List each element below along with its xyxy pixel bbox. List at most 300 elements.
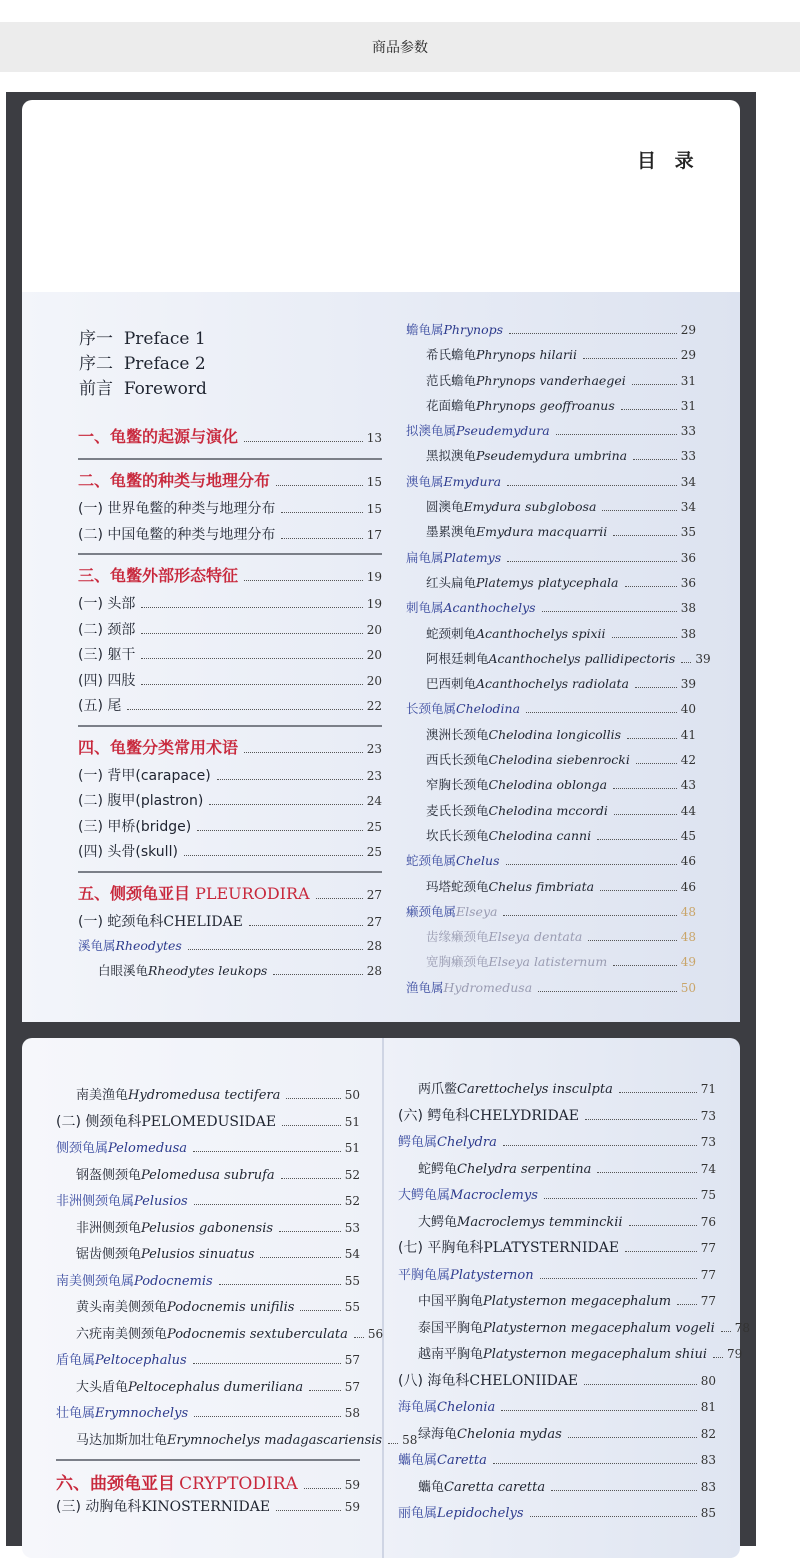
chapter-title: 二、龟鳖的种类与地理分布 <box>78 471 271 490</box>
species-entry <box>406 826 696 851</box>
genus-entry <box>406 598 696 623</box>
entry-chinese-name: 钢盔侧颈龟 <box>76 1167 142 1183</box>
page-number: 78 <box>734 1320 751 1335</box>
page-number: 15 <box>366 475 382 489</box>
page-number: 25 <box>366 845 382 859</box>
genus-entry <box>406 320 696 345</box>
entry-label: (一) 背甲(carapace) <box>78 767 211 784</box>
entry-latin-name: Hydromedusa <box>443 979 533 995</box>
entry-latin-name: Rheodytes leukops <box>148 963 268 979</box>
entry-latin-name: Chelodina longicollis <box>488 726 622 742</box>
page-number: 80 <box>700 1373 716 1388</box>
entry-chinese-name: 巴西刺龟 <box>426 676 477 692</box>
entry-chinese-name: 坎氏长颈龟 <box>426 827 489 843</box>
species-entry <box>406 624 696 649</box>
toc-entry <box>78 790 382 816</box>
entry-chinese-name: 长颈龟属 <box>406 701 457 717</box>
species-entry <box>406 371 696 396</box>
toc-entry <box>78 670 382 696</box>
chapter-title-en: PLEURODIRA <box>195 883 310 903</box>
page-number: 39 <box>695 651 711 666</box>
species-entry <box>398 1476 716 1503</box>
entry-chinese-name: 墨累澳龟 <box>426 524 477 540</box>
page-number: 73 <box>700 1135 716 1149</box>
product-params-header <box>0 22 800 72</box>
family-entry <box>398 1237 716 1264</box>
page-number: 28 <box>366 964 382 979</box>
entry-chinese-name: 中国平胸龟 <box>418 1294 484 1309</box>
species-entry <box>398 1343 743 1370</box>
entry-chinese-name: 平胸龟属 <box>398 1267 451 1283</box>
entry-chinese-name: 希氏蟾龟 <box>426 347 477 363</box>
front-en: Preface 1 <box>123 329 206 349</box>
entry-chinese-name: 海龟属 <box>398 1400 438 1415</box>
chapter-5 <box>78 875 382 911</box>
entry-latin-name: Chelus fimbriata <box>488 878 595 894</box>
page-number: 52 <box>344 1194 360 1208</box>
page-number: 19 <box>366 570 382 584</box>
page-number: 75 <box>700 1188 716 1202</box>
species-entry <box>398 1158 716 1185</box>
entry-chinese-name: 南美侧颈龟属 <box>56 1273 135 1289</box>
species-entry <box>56 1084 360 1111</box>
genus-entry <box>398 1184 716 1211</box>
species-entry <box>56 1376 360 1403</box>
species-entry <box>406 522 696 547</box>
entry-latin-name: Pelusios sinuatus <box>141 1247 255 1262</box>
entry-latin-name: PLATYSTERNIDAE <box>483 1240 620 1256</box>
species-entry <box>56 1217 360 1244</box>
entry-chinese-name: 六疣南美侧颈龟 <box>76 1326 168 1342</box>
entry-latin-name: Emydura subglobosa <box>463 499 597 515</box>
genus-entry <box>56 1270 360 1297</box>
species-entry <box>398 1078 716 1105</box>
entry-label: (二) 腹甲(plastron) <box>78 793 204 809</box>
page-number: 36 <box>680 550 696 565</box>
page-gutter <box>382 1038 384 1558</box>
entry-label: (五) 尾 <box>78 698 122 714</box>
species-entry <box>406 927 696 952</box>
page-number: 50 <box>680 980 696 995</box>
entry-chinese-name: 越南平胸龟 <box>418 1347 484 1362</box>
toc-entry <box>78 524 382 550</box>
chapter-title: 六、曲颈龟亚目 <box>56 1474 175 1494</box>
entry-latin-name: Phrynops hilarii <box>476 347 577 363</box>
page-number: 23 <box>366 741 382 756</box>
page-number: 56 <box>367 1326 384 1341</box>
page-number: 53 <box>344 1220 360 1235</box>
entry-latin-name: Platemys <box>443 549 502 565</box>
page-number: 22 <box>366 699 382 713</box>
entry-chinese-name: 蛇颈龟属 <box>406 853 457 869</box>
entry-chinese-name: (八) 海龟科 <box>398 1372 470 1389</box>
species-entry <box>406 497 696 522</box>
entry-latin-name: Platysternon megacephalum vogeli <box>483 1320 715 1336</box>
species-entry <box>406 446 696 471</box>
page-number: 20 <box>366 622 382 637</box>
entry-latin-name: CHELIDAE <box>163 913 243 930</box>
entry-chinese-name: 窄胸长颈龟 <box>426 777 489 793</box>
page-number: 29 <box>680 348 696 363</box>
entry-latin-name: Pelusios <box>134 1194 188 1209</box>
genus-entry <box>406 548 696 573</box>
header-title: 商品参数 <box>372 40 428 56</box>
front-zh: 序二 <box>79 354 113 374</box>
page-number: 25 <box>366 819 382 834</box>
page-number: 77 <box>700 1267 716 1282</box>
chapter-title: 一、龟鳖的起源与演化 <box>78 427 239 446</box>
entry-label: (三) 甲桥(bridge) <box>78 818 192 835</box>
entry-latin-name: Caretta <box>437 1453 487 1468</box>
page-number: 52 <box>344 1167 360 1182</box>
genus-entry <box>398 1396 716 1423</box>
species-entry <box>398 1211 716 1238</box>
genus-entry <box>406 851 696 876</box>
entry-latin-name: Chelodina oblonga <box>488 777 608 793</box>
entry-chinese-name: 大鳄龟 <box>418 1214 458 1230</box>
page-number: 20 <box>366 673 382 688</box>
entry-latin-name: Chelus <box>456 853 500 869</box>
genus-entry <box>406 472 696 497</box>
species-entry <box>56 1243 360 1270</box>
species-entry <box>406 750 696 775</box>
entry-chinese-name: 非洲侧颈龟属 <box>56 1194 135 1209</box>
entry-label: (一) 头部 <box>78 596 136 612</box>
page-number: 59 <box>344 1478 360 1492</box>
entry-latin-name: Pelomedusa <box>108 1141 187 1156</box>
page-number: 34 <box>680 474 696 489</box>
entry-chinese-name: 丽龟属 <box>398 1506 438 1521</box>
chapter-title: 五、侧颈龟亚目 <box>78 883 191 903</box>
page-number: 44 <box>680 803 696 818</box>
entry-latin-name: Chelonia <box>437 1400 496 1415</box>
page-number: 79 <box>726 1347 743 1361</box>
genus-entry <box>398 1264 716 1291</box>
front-en: Foreword <box>123 379 207 399</box>
entry-latin-name: Emydura <box>443 473 502 489</box>
entry-latin-name: Pseudemydura umbrina <box>476 448 628 464</box>
page-number: 55 <box>344 1273 360 1288</box>
entry-chinese-name: 蟾龟属 <box>406 322 444 337</box>
entry-latin-name: Caretta caretta <box>444 1479 546 1495</box>
page-number: 71 <box>700 1082 716 1096</box>
entry-latin-name: Rheodytes <box>115 938 182 953</box>
entry-chinese-name: 麦氏长颈龟 <box>426 802 489 818</box>
species-entry <box>406 775 696 800</box>
entry-chinese-name: 蠵龟属 <box>398 1453 438 1468</box>
page-number: 76 <box>700 1214 716 1229</box>
chapter-title: 四、龟鳖分类常用术语 <box>78 737 239 757</box>
toc-page-1 <box>22 100 740 1022</box>
species-entry <box>398 1423 716 1450</box>
entry-latin-name: Acanthochelys pallidipectoris <box>488 650 676 666</box>
entry-chinese-name: 鳄龟属 <box>398 1135 438 1150</box>
entry-latin-name: Chelodina canni <box>488 827 592 843</box>
entry-chinese-name: 蛇颈刺龟 <box>426 625 477 641</box>
entry-chinese-name: 阿根廷刺龟 <box>426 650 489 666</box>
genus-entry <box>56 1349 360 1376</box>
entry-latin-name: Macroclemys temminckii <box>457 1214 623 1230</box>
page-number: 15 <box>366 502 382 516</box>
divider-rule <box>78 725 382 727</box>
front-zh: 序一 <box>79 329 113 349</box>
entry-chinese-name: 非洲侧颈龟 <box>76 1220 142 1236</box>
chapter-4 <box>78 729 382 765</box>
genus-entry <box>56 1402 360 1429</box>
species-entry <box>406 801 696 826</box>
page-number: 19 <box>366 597 382 611</box>
species-entry <box>406 396 696 421</box>
genus-entry <box>56 1137 360 1164</box>
page-number: 54 <box>344 1247 360 1261</box>
entry-latin-name: Chelydra serpentina <box>457 1161 592 1177</box>
page-number: 41 <box>680 727 696 742</box>
genus-entry <box>398 1449 716 1476</box>
entry-latin-name: Macroclemys <box>450 1188 538 1203</box>
page-number: 27 <box>366 887 382 902</box>
page-number: 42 <box>680 753 696 768</box>
entry-label: (二) 颈部 <box>78 621 136 638</box>
entry-latin-name: Peltocephalus <box>95 1353 187 1368</box>
page-number: 36 <box>680 575 696 590</box>
species-entry <box>406 345 696 370</box>
entry-latin-name: Erymnochelys madagascariensis <box>167 1432 383 1448</box>
page-number: 57 <box>344 1379 360 1394</box>
entry-latin-name: Podocnemis sextuberculata <box>167 1326 348 1342</box>
page-number: 38 <box>680 601 696 616</box>
entry-latin-name: Acanthochelys <box>443 600 536 616</box>
page-number: 45 <box>680 828 696 843</box>
entry-chinese-name: 范氏蟾龟 <box>426 372 477 388</box>
genus-entry <box>398 1131 716 1158</box>
entry-chinese-name: (二) 侧颈龟科 <box>56 1113 142 1130</box>
page-number: 59 <box>344 1499 360 1514</box>
species-entry <box>56 1323 384 1350</box>
page-number: 77 <box>700 1294 716 1308</box>
page-number: 35 <box>680 525 696 540</box>
toc-entry <box>78 498 382 524</box>
species-entry <box>406 877 696 902</box>
page-number: 27 <box>366 914 382 929</box>
family-entry <box>398 1105 716 1132</box>
entry-chinese-name: 拟澳龟属 <box>406 423 457 439</box>
species-entry <box>406 674 696 699</box>
entry-latin-name: Erymnochelys <box>95 1406 189 1421</box>
entry-chinese-name: 花面蟾龟 <box>426 397 477 413</box>
page-number: 24 <box>366 794 382 808</box>
entry-chinese-name: 壮龟属 <box>56 1406 96 1421</box>
entry-label: (二) 中国龟鳖的种类与地理分布 <box>78 526 276 543</box>
toc-entry <box>78 644 382 670</box>
page-number: 34 <box>680 500 696 515</box>
entry-chinese-name: 锯齿侧颈龟 <box>76 1247 142 1262</box>
genus-entry <box>398 1502 716 1529</box>
entry-label: (一) 世界龟鳖的种类与地理分布 <box>78 501 276 517</box>
entry-latin-name: Phrynops <box>443 322 504 337</box>
front-item <box>79 324 279 349</box>
entry-chinese-name: 溪龟属 <box>78 938 116 953</box>
page-number: 85 <box>700 1506 716 1520</box>
page-number: 51 <box>344 1141 360 1155</box>
entry-latin-name: Acanthochelys radiolata <box>476 676 629 692</box>
entry-label: (三) 躯干 <box>78 647 136 663</box>
species-entry <box>398 1290 716 1317</box>
page-number: 31 <box>680 398 696 413</box>
page-number: 73 <box>700 1108 716 1123</box>
genus-entry <box>56 1190 360 1217</box>
entry-latin-name: Podocnemis <box>134 1273 213 1289</box>
page-number: 55 <box>344 1300 360 1314</box>
entry-chinese-name: 扁龟属 <box>406 549 444 565</box>
entry-chinese-name: (六) 鳄龟科 <box>398 1107 470 1124</box>
page-number: 28 <box>366 939 382 953</box>
family-entry <box>56 1496 360 1523</box>
family-entry <box>398 1370 716 1397</box>
genus-entry <box>78 936 382 961</box>
toc-entry <box>78 816 382 842</box>
species-entry <box>56 1164 360 1191</box>
entry-latin-name: Emydura macquarrii <box>476 524 608 540</box>
toc-entry <box>78 765 382 791</box>
entry-latin-name: Chelodina mccordi <box>488 802 608 818</box>
divider-rule <box>78 553 382 555</box>
family-entry <box>78 911 382 937</box>
entry-latin-name: PELOMEDUSIDAE <box>141 1113 277 1130</box>
entry-latin-name: Platemys platycephala <box>476 574 619 590</box>
chapter-title: 三、龟鳖外部形态特征 <box>78 566 239 585</box>
page-number: 51 <box>344 1114 360 1129</box>
entry-chinese-name: 马达加斯加壮龟 <box>76 1432 168 1448</box>
chapter-6 <box>56 1463 360 1496</box>
toc-right-column <box>406 320 711 1003</box>
species-entry <box>406 573 696 598</box>
entry-chinese-name: 南美渔龟 <box>76 1088 129 1103</box>
page-number: 58 <box>344 1406 360 1420</box>
toc-page-2 <box>22 1038 751 1558</box>
entry-latin-name: Peltocephalus dumeriliana <box>128 1379 304 1395</box>
chapter-2 <box>78 462 382 498</box>
entry-latin-name: Pelusios gabonensis <box>141 1220 274 1236</box>
page-number: 20 <box>366 648 382 662</box>
entry-chinese-name: 盾龟属 <box>56 1353 96 1368</box>
page-number: 40 <box>680 702 696 717</box>
entry-latin-name: CHELONIIDAE <box>469 1372 579 1389</box>
entry-latin-name: Hydromedusa tectifera <box>128 1088 281 1103</box>
species-entry <box>78 961 382 986</box>
entry-latin-name: KINOSTERNIDAE <box>141 1498 271 1515</box>
chapter-1 <box>78 418 382 454</box>
front-en: Preface 2 <box>123 354 206 374</box>
entry-latin-name: Elseya latisternum <box>488 954 608 970</box>
page-number: 46 <box>680 854 696 869</box>
entry-latin-name: Elseya <box>456 903 498 919</box>
page-number: 23 <box>366 768 382 783</box>
page-number: 83 <box>700 1479 716 1494</box>
entry-label: (四) 头骨(skull) <box>78 844 178 860</box>
species-entry <box>406 952 696 977</box>
entry-chinese-name: 齿缘癞颈龟 <box>426 929 489 945</box>
page-number: 39 <box>680 677 696 692</box>
entry-latin-name: Pelomedusa subrufa <box>141 1167 275 1183</box>
page-number: 77 <box>700 1241 716 1255</box>
front-item <box>79 374 279 399</box>
divider-rule <box>78 458 382 460</box>
chapter-title-en: CRYPTODIRA <box>179 1474 298 1494</box>
entry-latin-name: Phrynops geoffroanus <box>476 397 615 413</box>
entry-chinese-name: 泰国平胸龟 <box>418 1320 484 1336</box>
entry-latin-name: Platysternon <box>450 1267 534 1283</box>
page-number: 43 <box>680 778 696 793</box>
toc-entry <box>78 841 382 867</box>
entry-chinese-name: 红头扁龟 <box>426 574 477 590</box>
page-number: 48 <box>680 930 696 945</box>
species-entry <box>406 649 711 674</box>
page-number: 50 <box>344 1088 360 1102</box>
toc-entry <box>78 695 382 721</box>
entry-latin-name: Pseudemydura <box>456 423 550 439</box>
page-number: 58 <box>402 1432 418 1447</box>
species-entry <box>406 725 696 750</box>
entry-chinese-name: (七) 平胸龟科 <box>398 1240 484 1256</box>
page-number: 13 <box>366 431 382 445</box>
page-number: 31 <box>680 373 696 388</box>
family-entry <box>56 1111 360 1138</box>
toc-entry <box>78 593 382 619</box>
page-number: 57 <box>344 1353 360 1367</box>
entry-latin-name: Podocnemis unifilis <box>167 1300 295 1315</box>
entry-latin-name: Phrynops vanderhaegei <box>476 372 626 388</box>
genus-entry <box>406 699 696 724</box>
entry-chinese-name: 渔龟属 <box>406 979 444 995</box>
entry-chinese-name: 西氏长颈龟 <box>426 752 489 768</box>
entry-latin-name: Elseya dentata <box>488 929 583 945</box>
entry-latin-name: Chelodina <box>456 701 521 717</box>
front-item <box>79 349 279 374</box>
genus-entry <box>406 421 696 446</box>
page-number: 33 <box>680 424 696 439</box>
entry-latin-name: Platysternon megacephalum shiui <box>483 1347 707 1362</box>
toc-entry <box>78 619 382 645</box>
entry-chinese-name: 澳洲长颈龟 <box>426 726 489 742</box>
genus-entry <box>406 978 696 1003</box>
page-number: 74 <box>700 1161 716 1176</box>
front-zh: 前言 <box>79 379 113 399</box>
entry-chinese-name: 澳龟属 <box>406 473 444 489</box>
toc-left-column <box>78 418 382 987</box>
entry-chinese-name: 蠵龟 <box>418 1479 445 1495</box>
entry-chinese-name: 黄头南美侧颈龟 <box>76 1300 168 1315</box>
divider-rule <box>78 871 382 873</box>
entry-chinese-name: (三) 动胸龟科 <box>56 1498 142 1515</box>
page-number: 33 <box>680 449 696 464</box>
page-number: 49 <box>680 955 696 970</box>
page-number: 83 <box>700 1453 716 1467</box>
entry-latin-name: Carettochelys insculpta <box>457 1082 613 1097</box>
entry-latin-name: Chelydra <box>437 1135 497 1150</box>
species-entry <box>56 1429 418 1456</box>
entry-chinese-name: 大头盾龟 <box>76 1379 129 1395</box>
entry-chinese-name: 白眼溪龟 <box>98 963 149 979</box>
entry-chinese-name: 两爪鳖 <box>418 1082 458 1097</box>
page-number: 48 <box>680 904 696 919</box>
divider-rule <box>56 1459 360 1461</box>
entry-latin-name: CHELYDRIDAE <box>469 1107 580 1124</box>
genus-entry <box>406 902 696 927</box>
entry-latin-name: Chelonia mydas <box>457 1426 562 1442</box>
entry-chinese-name: 宽胸癞颈龟 <box>426 954 489 970</box>
entry-chinese-name: 癞颈龟属 <box>406 903 457 919</box>
toc-title: 目 录 <box>637 150 700 172</box>
